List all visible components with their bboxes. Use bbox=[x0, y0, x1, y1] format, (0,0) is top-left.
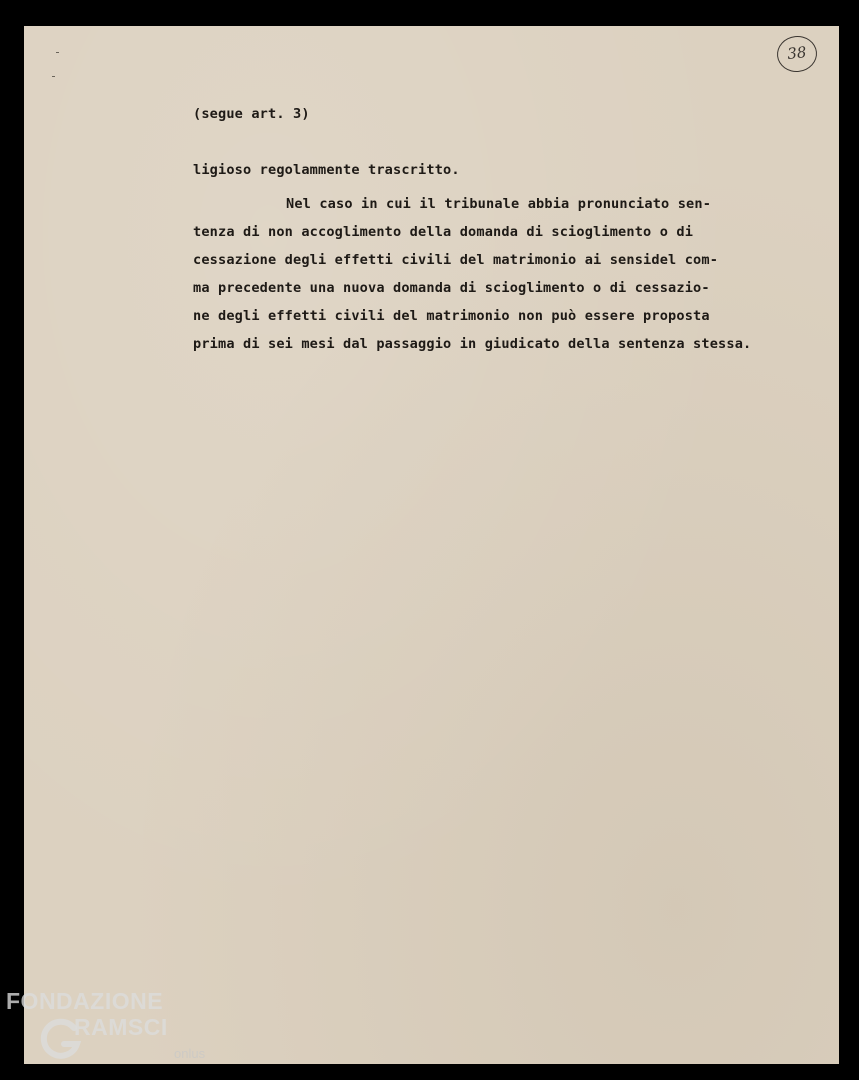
paper-watermark bbox=[439, 621, 546, 658]
document-page bbox=[24, 26, 839, 1064]
margin-mark bbox=[52, 76, 55, 77]
header-note: (segue art. 3) bbox=[193, 106, 310, 122]
logo-text-fondazione: FONDAZIONE bbox=[6, 988, 164, 1014]
page-number: 38 bbox=[786, 43, 808, 63]
margin-mark bbox=[56, 52, 59, 53]
paragraph-line: Nel caso in cui il tribunale abbia pronunciato sen- bbox=[286, 196, 712, 212]
paragraph-line: tenza di non accoglimento della domanda di scioglimento o di bbox=[193, 224, 694, 240]
paragraph-line: ma precedente una nuova domanda di scioglimento o di cessazio- bbox=[193, 280, 710, 296]
page-number-stamp bbox=[775, 34, 819, 74]
paragraph-line: prima di sei mesi dal passaggio in giudicato della sentenza stessa. bbox=[193, 336, 752, 352]
fondazione-gramsci-logo bbox=[4, 988, 214, 1076]
logo-text-onlus: onlus bbox=[174, 1046, 206, 1061]
logo-text-ramsci: RAMSCI bbox=[74, 1014, 168, 1040]
paragraph-line: ne degli effetti civili del matrimonio non può essere proposta bbox=[193, 308, 710, 324]
continuation-line: ligioso regolammente trascritto. bbox=[193, 162, 460, 178]
paragraph-line: cessazione degli effetti civili del matrimonio ai sensidel com- bbox=[193, 252, 719, 268]
